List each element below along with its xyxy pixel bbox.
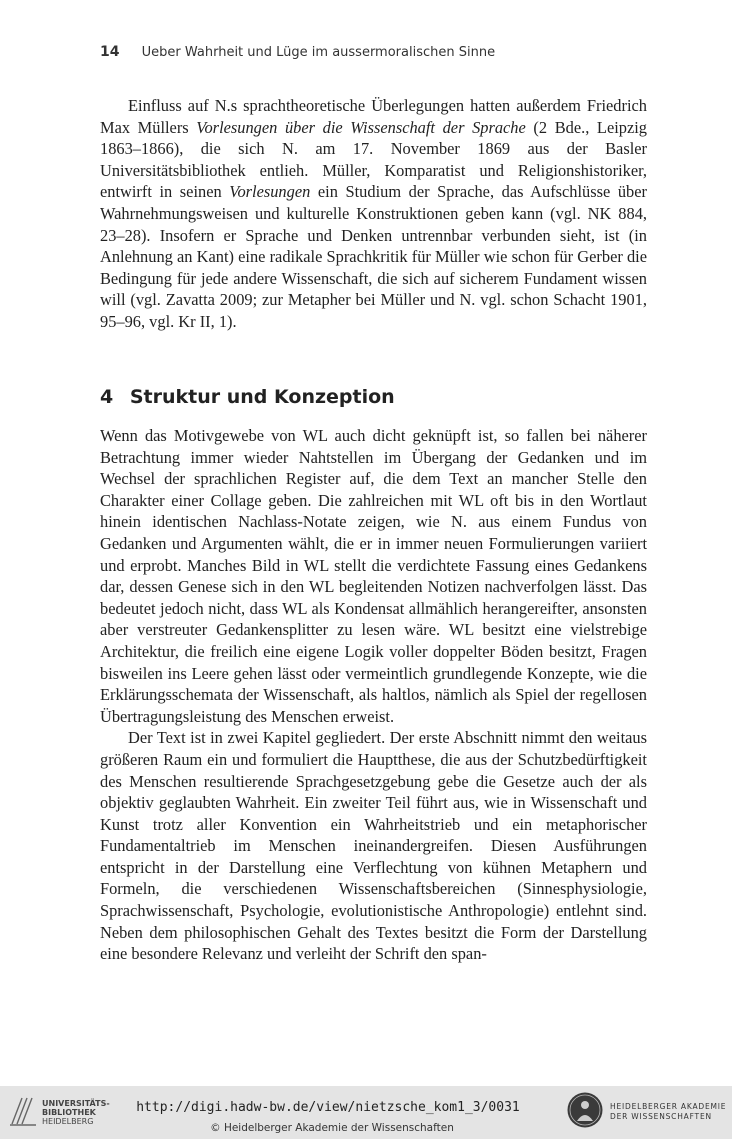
- text-run: (2 Bde., Leipzig 1863–1866), die sich N. am 17. November 1869 aus der Basler Universitätsbibliothek entlieh. Müller, Komparatist und Religionshistoriker, entwirft in seinen: [100, 117, 647, 202]
- body-paragraph: Wenn das Motivgewebe von WL auch dicht geknüpft ist, so fallen bei näherer Betrachtung immer wieder Nahtstellen im Übergang der Gedanken und im Wechsel der sprachlichen Register auf, die dem Text an mancher Stelle den Charakter einer Collage geben. Die zahlreichen mit WL oft bis in den Wortlaut hinein identischen Nachlass-Notate zeigen, wie N. aus einem Fundus von Gedanken und Argumenten wählt, die er in immer neuen Formulierungen variiert und erprobt. Manches Bild in WL stellt die verdichtete Fassung eines Gedankens dar, dessen Genese sich in den WL begleitenden Notizen nachverfolgen lässt. Das bedeutet jedoch nicht, dass WL als Kondensat allmählich herangereifter, ansonsten aber verstreuter Gedankensplitter zu lesen wäre. WL besitzt eine vielstrebige Architektur, die freilich eine eigene Logik voller doppelter Böden besitzt, Fragen bisweilen ins Leere gehen lässt oder vermeintlich grundlegende Konzepte, wie die Erklärungsschemata der Wissenschaft, als haltlos, nämlich als Spiel der regellosen Übertragungsleistung des Menschen erweist.: [100, 426, 647, 726]
- copyright-notice: © Heidelberger Akademie der Wissenschaften: [210, 1122, 454, 1134]
- permalink-url[interactable]: http://digi.hadw-bw.de/view/nietzsche_kom1_3/0031: [136, 1100, 520, 1115]
- section-title: Struktur und Konzeption: [129, 386, 395, 408]
- academy-line: HEIDELBERGER AKADEMIE: [610, 1102, 727, 1111]
- section-heading: [100, 386, 395, 408]
- book-title-run: Vorlesungen über die Wissenschaft der Sprache: [196, 117, 526, 137]
- academy-name: [610, 1102, 726, 1122]
- library-line: UNIVERSITÄTS-: [42, 1099, 110, 1108]
- running-header: [100, 44, 495, 64]
- intro-text-block: [100, 95, 647, 333]
- book-title-run: Vorlesungen: [229, 182, 311, 202]
- running-title: Ueber Wahrheit und Lüge im aussermoralischen Sinne: [141, 45, 496, 60]
- body-paragraph: Der Text ist in zwei Kapitel gegliedert. Der erste Abschnitt nimmt den weitaus größeren Raum ein und formuliert die Hauptthese, die aus der Schutzbedürftigkeit des Menschen resultierende Sprachgesetzgebung gebe die Gesetze auch der als objektiv geglaubten Wahrheit. Ein zweiter Teil führt aus, wie in Wissenschaft und Kunst trotz aller Konvention ein Wahrheitstrieb und ein metaphorischer Fundamentaltrieb im Menschen ineinandergreifen. Diesen Ausführungen entspricht in der Darstellung eine Verflechtung von kühnen Metaphern und Formeln, die verschiedenen Wissenschaftsbereichen (Sinnesphysiologie, Sprachwissenschaft, Psychologie, evolutionistische Anthropologie) entlehnt sind. Neben dem philosophischen Gehalt des Textes besitzt die Form der Darstellung eine besondere Relevanz und verleiht der Schrift den span-: [100, 728, 647, 964]
- page-number: 14: [100, 44, 120, 60]
- library-line: BIBLIOTHEK: [42, 1108, 96, 1117]
- text-run: ein Studium der Sprache, das Aufschlüsse über Wahrnehmungsweisen und kulturelle Konstruktionen geben kann (vgl. NK 884, 23–28). Insofern er Sprache und Denken untrennbar verbunden sieht, ist (in Anlehnung an Kant) eine radikale Sprachkritik für Müller wie schon für Gerber die Bedingung für jede andere Wissenschaft, die sich auf sicherem Fundament wissen will (vgl. Zavatta 2009; zur Metapher bei Müller und N. vgl. schon Schacht 1901, 95–96, vgl. Kr II, 1).: [100, 182, 647, 331]
- text-run: Einfluss auf N.s sprachtheoretische Überlegungen hatten außerdem Friedrich Max Müllers: [100, 96, 647, 137]
- body-text-block: [100, 425, 647, 965]
- intro-paragraph: [100, 95, 647, 333]
- section-number: 4: [100, 386, 114, 408]
- library-line: HEIDELBERG: [42, 1117, 94, 1126]
- digitization-footer: [0, 1086, 732, 1139]
- academy-line: DER WISSENSCHAFTEN: [610, 1112, 712, 1121]
- academy-seal-icon: [566, 1091, 604, 1129]
